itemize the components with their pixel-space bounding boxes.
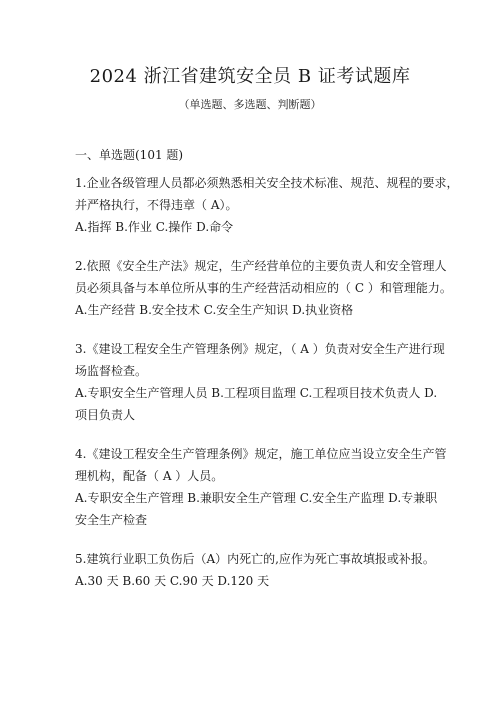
- question-options: A.指挥 B.作业 C.操作 D.命令: [75, 220, 234, 234]
- question-options: A.专职安全生产管理人员 B.工程项目监理 C.工程项目技术负责人 D.: [75, 386, 438, 400]
- question-options: A.专职安全生产管理 B.兼职安全生产管理 C.安全生产监理 D.专兼职: [75, 491, 438, 505]
- question-text-line: 并严格执行，不得违章（ A）。: [75, 198, 238, 212]
- question-list: [75, 172, 459, 609]
- question-item: [75, 255, 452, 321]
- document-subtitle: （单选题、多选题、判断题）: [178, 98, 322, 111]
- section-heading: 一、单选题(101 题): [75, 148, 184, 162]
- question-item: [75, 548, 445, 592]
- question-item: [75, 443, 445, 531]
- question-text-line: 4.《建设工程安全生产管理条例》规定，施工单位应当设立安全生产管: [75, 447, 447, 461]
- question-text-line: 2.依照《安全生产法》规定，生产经营单位的主要负责人和安全管理人: [75, 259, 447, 273]
- question-text-line: 员必须具备与本单位所从事的生产经营活动相应的（ C ）和管理能力。: [75, 281, 452, 295]
- question-options: 安全生产检查: [75, 513, 148, 527]
- question-text-line: 场监督检查。: [75, 364, 148, 378]
- question-item: [75, 338, 445, 426]
- question-item: [75, 172, 459, 238]
- question-options: A.30 天 B.60 天 C.90 天 D.120 天: [75, 574, 270, 588]
- question-text-line: 5.建筑行业职工负伤后（A）内死亡的,应作为死亡事故填报或补报。: [75, 552, 435, 566]
- question-options: 项目负责人: [75, 408, 136, 422]
- question-text-line: 1.企业各级管理人员都必须熟悉相关安全技术标准、规范、规程的要求，: [75, 176, 459, 190]
- document-title: 2024 浙江省建筑安全员 B 证考试题库: [89, 66, 411, 87]
- question-options: A.生产经营 B.安全技术 C.安全生产知识 D.执业资格: [75, 303, 354, 317]
- question-text-line: 理机构，配备（ A ）人员。: [75, 469, 224, 483]
- question-text-line: 3.《建设工程安全生产管理条例》规定，（ A ）负责对安全生产进行现: [75, 342, 445, 356]
